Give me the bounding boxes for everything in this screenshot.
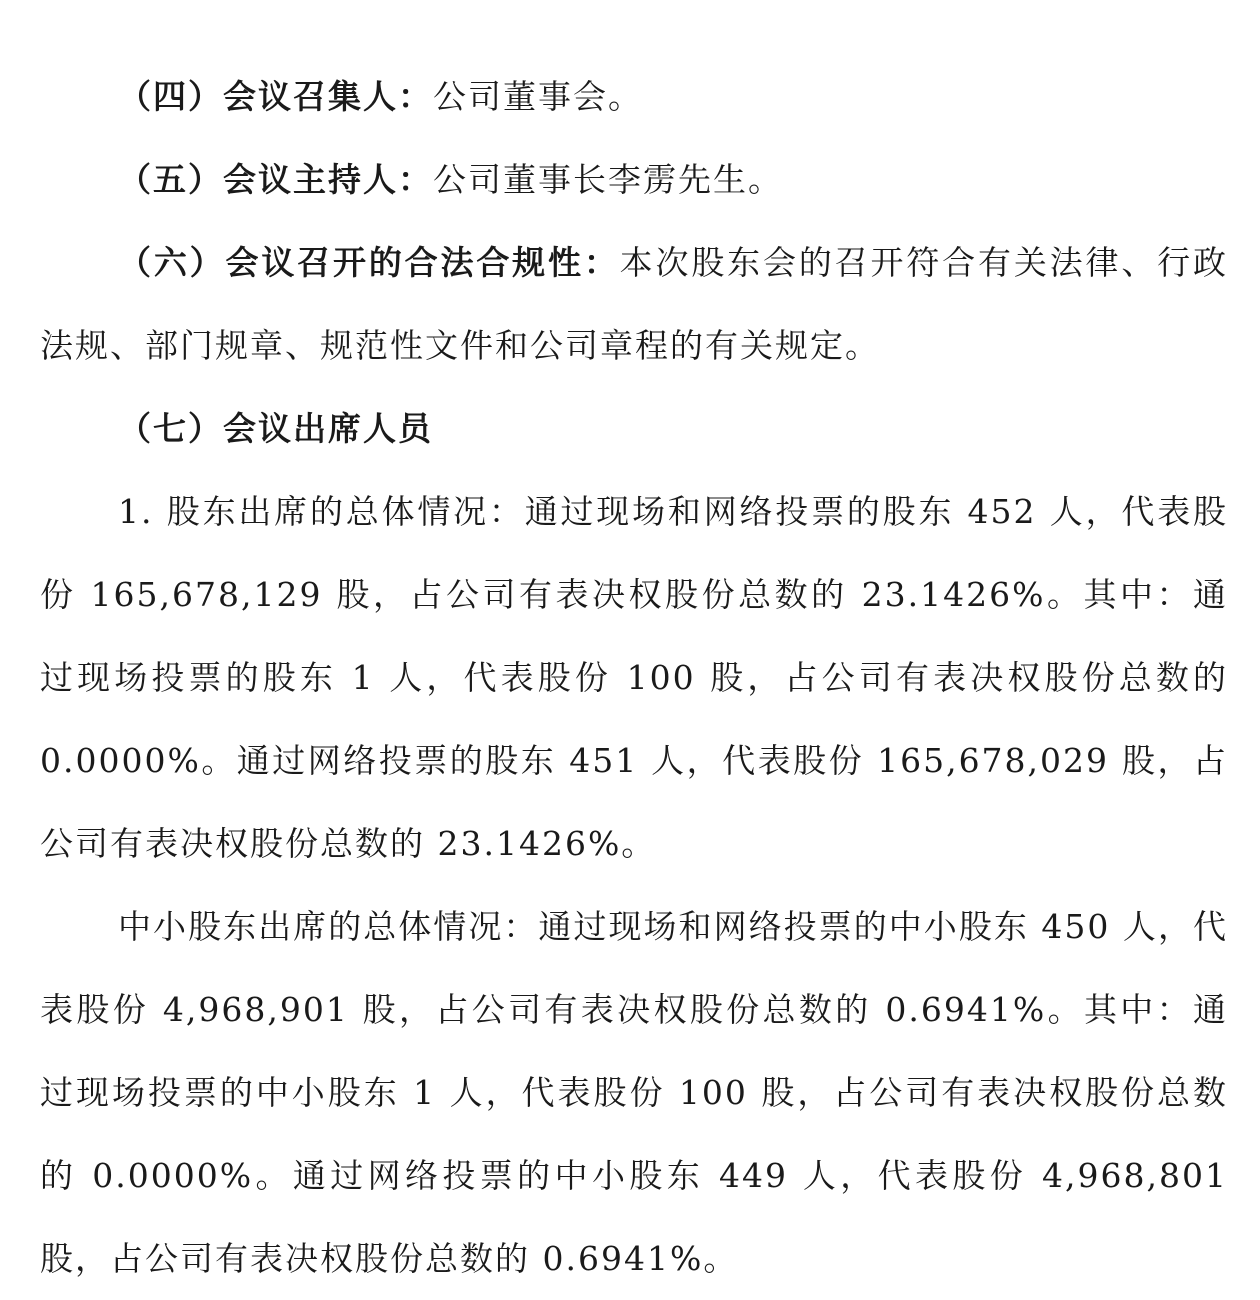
legality-label: （六）会议召开的合法合规性： <box>118 243 620 282</box>
minority-shareholders-paragraph: 中小股东出席的总体情况：通过现场和网络投票的中小股东 450 人，代表股份 4,968,901 股，占公司有表决权股份总数的 0.6941%。其中：通过现场投票的中小股东 1 人，代表股份 100 股，占公司有表决权股份总数的 0.0000%。通过网络投票的中小股东 449 人，代表股份 4,968,801 股，占公司有表决权股份总数的 0.6941%。 <box>40 907 1228 1278</box>
host-text: 公司董事长李雳先生。 <box>433 160 783 199</box>
shareholders-overall-paragraph: 1. 股东出席的总体情况：通过现场和网络投票的股东 452 人，代表股份 165,678,129 股，占公司有表决权股份总数的 23.1426%。其中：通过现场投票的股东 1 人，代表股份 100 股，占公司有表决权股份总数的 0.0000%。通过网络投票的股东 451 人，代表股份 165,678,029 股，占公司有表决权股份总数的 23.1426%。 <box>40 492 1228 863</box>
legality-paragraph <box>40 221 1228 387</box>
convener-label: （四）会议召集人： <box>118 77 433 116</box>
legality-text: 本次股东会的召开符合有关法律、行政法规、部门规章、规范性文件和公司章程的有关规定。 <box>40 243 1229 365</box>
attendees-heading-paragraph <box>40 387 1228 470</box>
convener-paragraph <box>40 55 1228 138</box>
host-label: （五）会议主持人： <box>118 160 433 199</box>
convener-text: 公司董事会。 <box>433 77 643 116</box>
attendees-heading: （七）会议出席人员 <box>118 409 433 448</box>
host-paragraph <box>40 138 1228 221</box>
document-page <box>40 0 1228 1300</box>
